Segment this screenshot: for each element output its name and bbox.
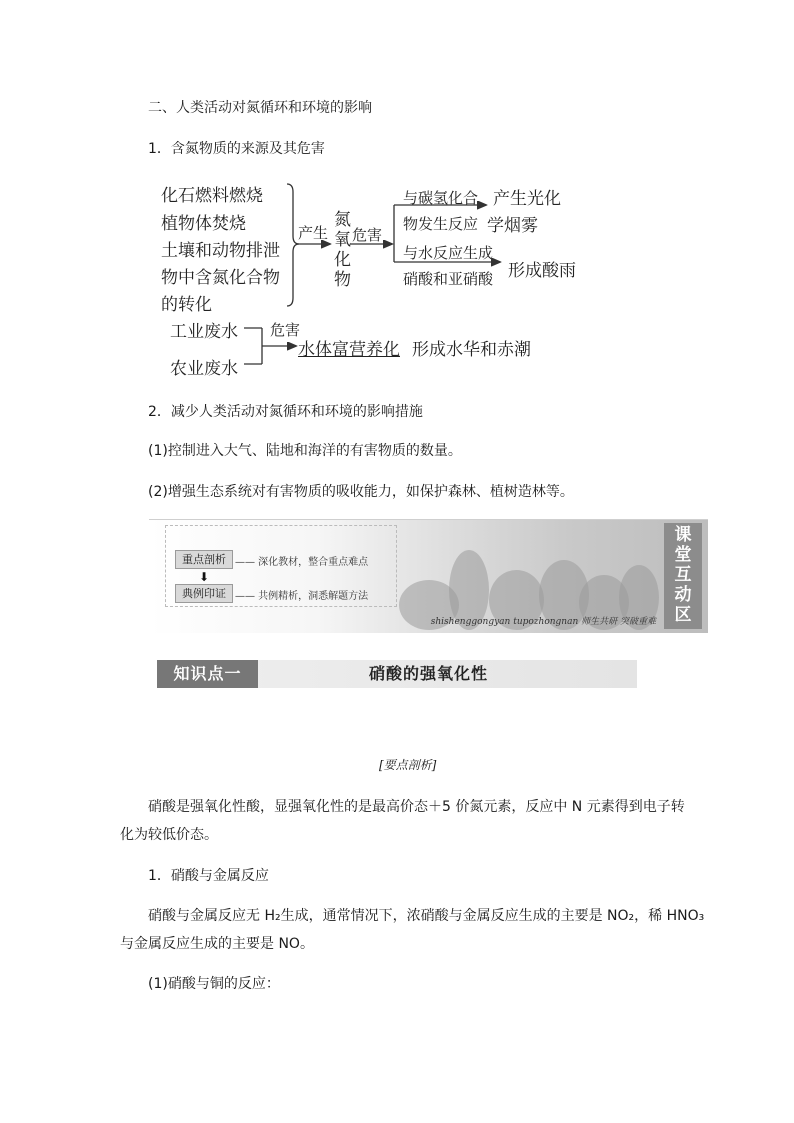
source-line: 植物体焚烧 — [161, 214, 246, 234]
diagram-lines — [0, 0, 794, 400]
paragraph-line: 硝酸与金属反应无 H₂生成，通常情况下，浓硝酸与金属反应生成的主要是 NO₂，稀 HNO₃ — [148, 908, 705, 924]
banner-title-char: 区 — [674, 605, 692, 625]
produce-label: 产生 — [298, 224, 329, 242]
oxide-char: 物 — [334, 270, 351, 290]
focus-tag: 重点剖析 — [175, 550, 233, 569]
source-line: 化石燃料燃烧 — [161, 186, 263, 206]
oxide-char: 氧 — [334, 230, 351, 250]
focus-desc: —— 深化教材，整合重点难点 — [235, 557, 369, 568]
sub-heading: (1)硝酸与铜的反应： — [148, 976, 280, 992]
source-line: 物中含氮化合物 — [161, 268, 280, 288]
eutrophication-result: 形成水华和赤潮 — [412, 340, 531, 360]
branch-label: 与水反应生成 — [403, 244, 494, 262]
harm-label: 危害 — [352, 226, 383, 244]
source-line: 土壤和动物排泄 — [161, 241, 280, 261]
sub-heading: 1．硝酸与金属反应 — [148, 868, 269, 884]
waste-label: 农业废水 — [170, 359, 238, 379]
oxide-char: 氮 — [334, 210, 351, 230]
branch-result: 学烟雾 — [487, 216, 538, 236]
eutrophication-label: 水体富营养化 — [298, 340, 400, 360]
classroom-banner — [149, 519, 708, 633]
example-desc: —— 共例精析，洞悉解题方法 — [235, 591, 369, 602]
branch-result: 形成酸雨 — [508, 261, 576, 281]
knowledge-point-header — [157, 660, 637, 688]
item-heading: 2．减少人类活动对氮循环和环境的影响措施 — [148, 404, 423, 420]
branch-label: 与碳氢化合 — [403, 189, 479, 207]
knowledge-point-tag: 知识点一 — [157, 660, 258, 688]
banner-title: 课 堂 互 动 区 — [664, 523, 702, 629]
knowledge-point-title: 硝酸的强氧化性 — [369, 664, 489, 683]
example-tag: 典例印证 — [175, 584, 233, 603]
measure-text: (2)增强生态系统对有害物质的吸收能力，如保护森林、植树造林等。 — [148, 484, 574, 500]
paragraph-line: 化为较低价态。 — [120, 827, 218, 843]
branch-label: 物发生反应 — [403, 215, 479, 233]
measure-text: (1)控制进入大气、陆地和海洋的有害物质的数量。 — [148, 443, 462, 459]
waste-harm-label: 危害 — [270, 321, 301, 339]
section-heading: 二、人类活动对氮循环和环境的影响 — [148, 100, 372, 116]
item-heading: 1．含氮物质的来源及其危害 — [148, 141, 325, 157]
banner-subtitle: shishenggongyan tupozhongnan 师生共研 突破重难 — [430, 617, 656, 627]
source-line: 的转化 — [161, 295, 212, 315]
waste-label: 工业废水 — [170, 322, 238, 342]
paragraph-line: 硝酸是强氧化性酸，显强氧化性的是最高价态＋5 价氮元素，反应中 N 元素得到电子转 — [148, 799, 685, 815]
branch-label: 硝酸和亚硝酸 — [403, 270, 494, 288]
focus-label: [要点剖析] — [379, 758, 437, 772]
oxide-char: 化 — [334, 250, 351, 270]
down-arrow-icon: ⬇ — [199, 570, 210, 584]
paragraph-line: 与金属反应生成的主要是 NO。 — [120, 936, 314, 952]
branch-result: 产生光化 — [493, 189, 561, 209]
